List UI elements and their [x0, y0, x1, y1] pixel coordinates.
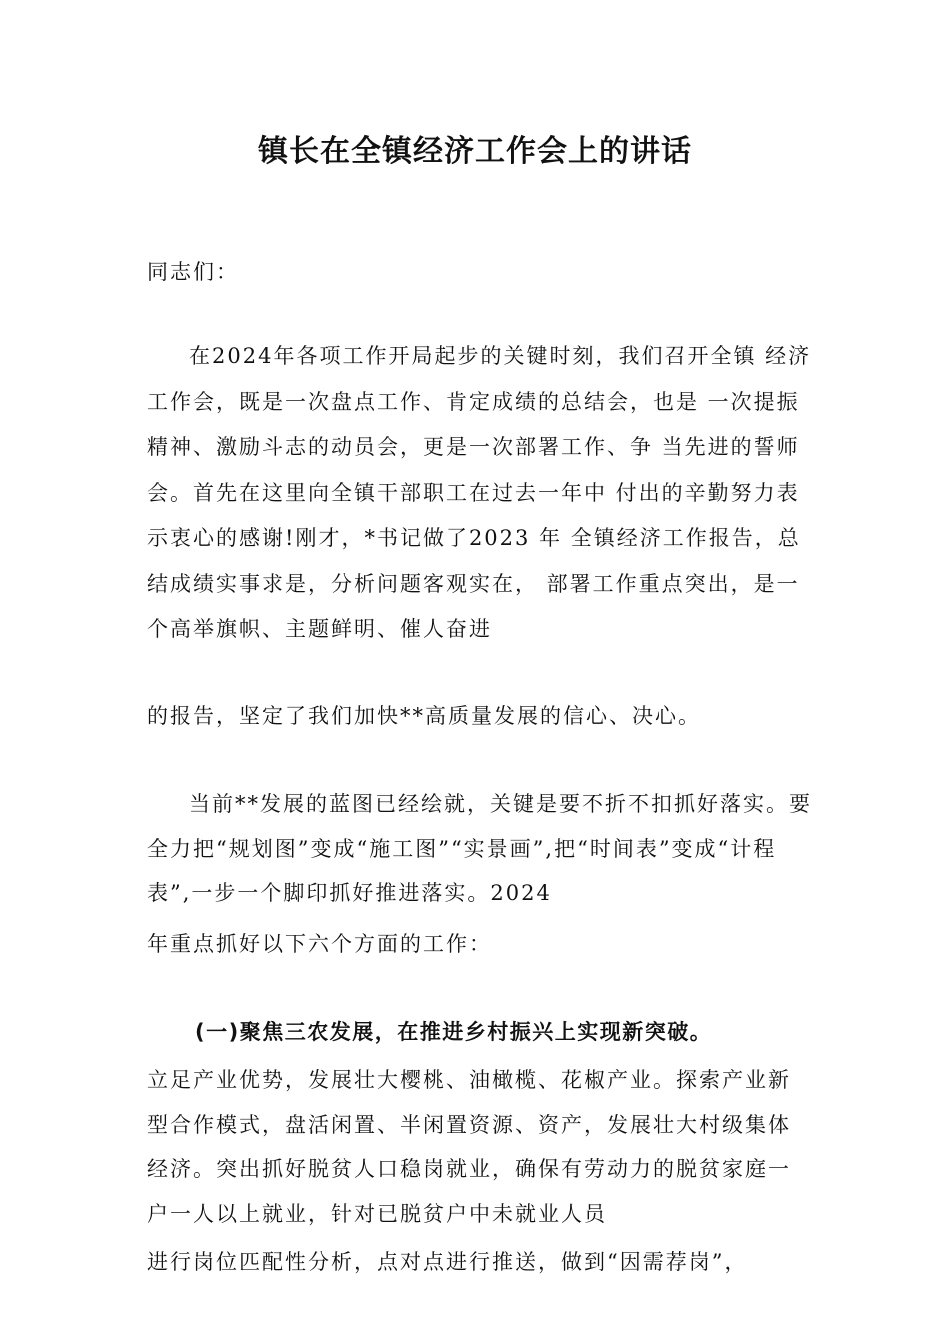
- document-title: 镇长在全镇经济工作会上的讲话: [258, 134, 692, 169]
- section-heading-1: (一)聚焦三农发展，在推进乡村振兴上实现新突破。: [195, 1020, 713, 1044]
- greeting: 同志们：: [147, 260, 239, 284]
- paragraph-rural-development: 立足产业优势，发展壮大樱桃、油橄榄、花椒产业。探索产业新型合作模式，盘活闲置、半闲置资源、资产，发展壮大村级集体经济。突出抓好脱贫人口稳岗就业，确保有劳动力的脱贫家庭一户一人以上就业，针对已脱贫户中未就业人员: [147, 1068, 791, 1226]
- paragraph-opening: 在2024年各项工作开局起步的关键时刻，我们召开全镇 经济工作会，既是一次盘点工作、肯定成绩的总结会，也是 一次提振精神、激励斗志的动员会，更是一次部署工作、争 当先进的誓师会。首先在这里向全镇干部职工在过去一年中 付出的辛勤努力表示衷心的感谢!刚才，*书记做了2023 年 全镇经济工作报告，总结成绩实事求是，分析问题客观实在， 部署工作重点突出，是一个高举旗帜、主题鲜明、催人奋进: [147, 344, 812, 641]
- paragraph-opening-continued: 的报告，坚定了我们加快**高质量发展的信心、决心。: [147, 704, 701, 728]
- paragraph-blueprint-continued: 年重点抓好以下六个方面的工作：: [147, 932, 492, 956]
- paragraph-rural-development-continued: 进行岗位匹配性分析，点对点进行推送，做到“因需荐岗”，: [147, 1250, 748, 1274]
- paragraph-blueprint: 当前**发展的蓝图已经绘就，关键是要不折不扣抓好落实。要全力把“规划图”变成“施工图”“实景画”,把“时间表”变成“计程表”,一步一个脚印抓好推进落实。2024: [147, 792, 812, 905]
